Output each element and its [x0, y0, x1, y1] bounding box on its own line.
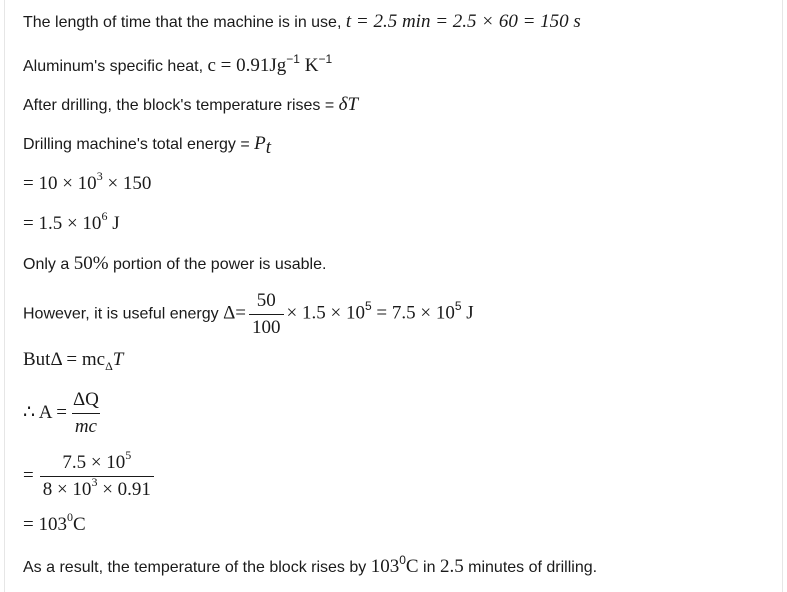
useful-energy-unit: J: [461, 302, 474, 324]
conclusion-mid: in: [418, 559, 440, 576]
specific-heat-text: Aluminum's specific heat,: [23, 58, 208, 75]
useful-energy-m2: = 7.5 × 10: [371, 302, 455, 324]
calc-den-pre: 8 × 10: [42, 479, 92, 501]
time-math: t = 2.5 min = 2.5 × 60 = 150 s: [345, 11, 581, 32]
useful-energy-delta: Δ=: [223, 302, 247, 324]
energy-calc-post: × 150: [102, 173, 152, 194]
useful-energy-exp2: 5: [454, 299, 462, 314]
useful-energy-fraction: [249, 290, 284, 339]
time-line: [23, 12, 581, 33]
usable-post: portion of the power is usable.: [108, 256, 327, 273]
therefore-pre: ∴ A =: [23, 402, 67, 423]
conclusion-temp: 103: [370, 556, 400, 577]
calc-result-line: [23, 509, 86, 535]
calc-result-exp: 0: [66, 509, 73, 524]
calc-result-pre: = 103: [23, 514, 67, 535]
total-energy-sub: t: [265, 137, 272, 159]
useful-energy-line: [23, 290, 474, 339]
right-border: [782, 0, 783, 592]
temp-rise-math: δT: [338, 94, 359, 115]
but-post: T: [112, 349, 124, 370]
conclusion-minutes: 2.5: [439, 556, 464, 577]
calc-den-exp: 3: [91, 474, 98, 489]
total-energy-math: P: [254, 133, 266, 154]
conclusion-line: [23, 552, 598, 578]
calc-fraction: [40, 447, 154, 501]
specific-heat-line: [23, 51, 333, 77]
therefore-fraction: [70, 389, 102, 438]
energy-calc-exp: 3: [96, 168, 103, 183]
calc-frac-pre: =: [23, 465, 34, 486]
useful-energy-text: However, it is useful energy: [23, 305, 224, 323]
total-energy-text: Drilling machine's total energy =: [23, 136, 255, 153]
energy-calc-pre: = 10 × 10: [23, 173, 97, 194]
specific-heat-unit: K: [299, 55, 319, 76]
but-pre: ButΔ = mc: [23, 349, 106, 370]
calc-result-unit: C: [72, 514, 86, 535]
left-border: [4, 0, 5, 592]
time-text: The length of time that the machine is in use,: [23, 14, 346, 31]
calc-frac-line: [23, 447, 157, 502]
fraction-numerator: 50: [256, 290, 276, 311]
specific-heat-math: c = 0.91Jg: [207, 55, 287, 76]
calc-num-pre: 7.5 × 10: [62, 452, 126, 474]
specific-heat-exp1: −1: [286, 51, 300, 66]
energy-result-post: J: [107, 213, 120, 234]
fraction-denominator: 100: [249, 314, 284, 339]
conclusion-temp-unit: C: [405, 556, 419, 577]
energy-result-pre: = 1.5 × 10: [23, 213, 102, 234]
energy-calc-line: [23, 168, 152, 194]
calc-num-exp: 5: [125, 447, 132, 462]
conclusion-post: minutes of drilling.: [463, 559, 598, 576]
energy-result-line: [23, 208, 120, 234]
temp-rise-line: [23, 95, 358, 116]
temp-rise-text: After drilling, the block's temperature rises =: [23, 97, 339, 114]
usable-line: [23, 254, 326, 275]
energy-result-exp: 6: [101, 208, 108, 223]
calc-den-post: × 0.91: [97, 479, 151, 501]
therefore-denominator: mc: [72, 413, 100, 438]
usable-math: 50%: [73, 253, 109, 274]
useful-energy-exp1: 5: [364, 299, 372, 314]
conclusion-pre: As a result, the temperature of the block rises by: [23, 559, 371, 576]
therefore-numerator: ΔQ: [72, 389, 99, 411]
conclusion-temp-exp: 0: [399, 552, 406, 567]
but-line: [23, 349, 124, 373]
therefore-line: [23, 388, 105, 438]
usable-pre: Only a: [23, 256, 74, 273]
total-energy-line: [23, 133, 272, 159]
specific-heat-exp2: −1: [318, 51, 333, 66]
useful-energy-m1: × 1.5 × 10: [286, 302, 365, 324]
but-sub: Δ: [105, 358, 113, 373]
